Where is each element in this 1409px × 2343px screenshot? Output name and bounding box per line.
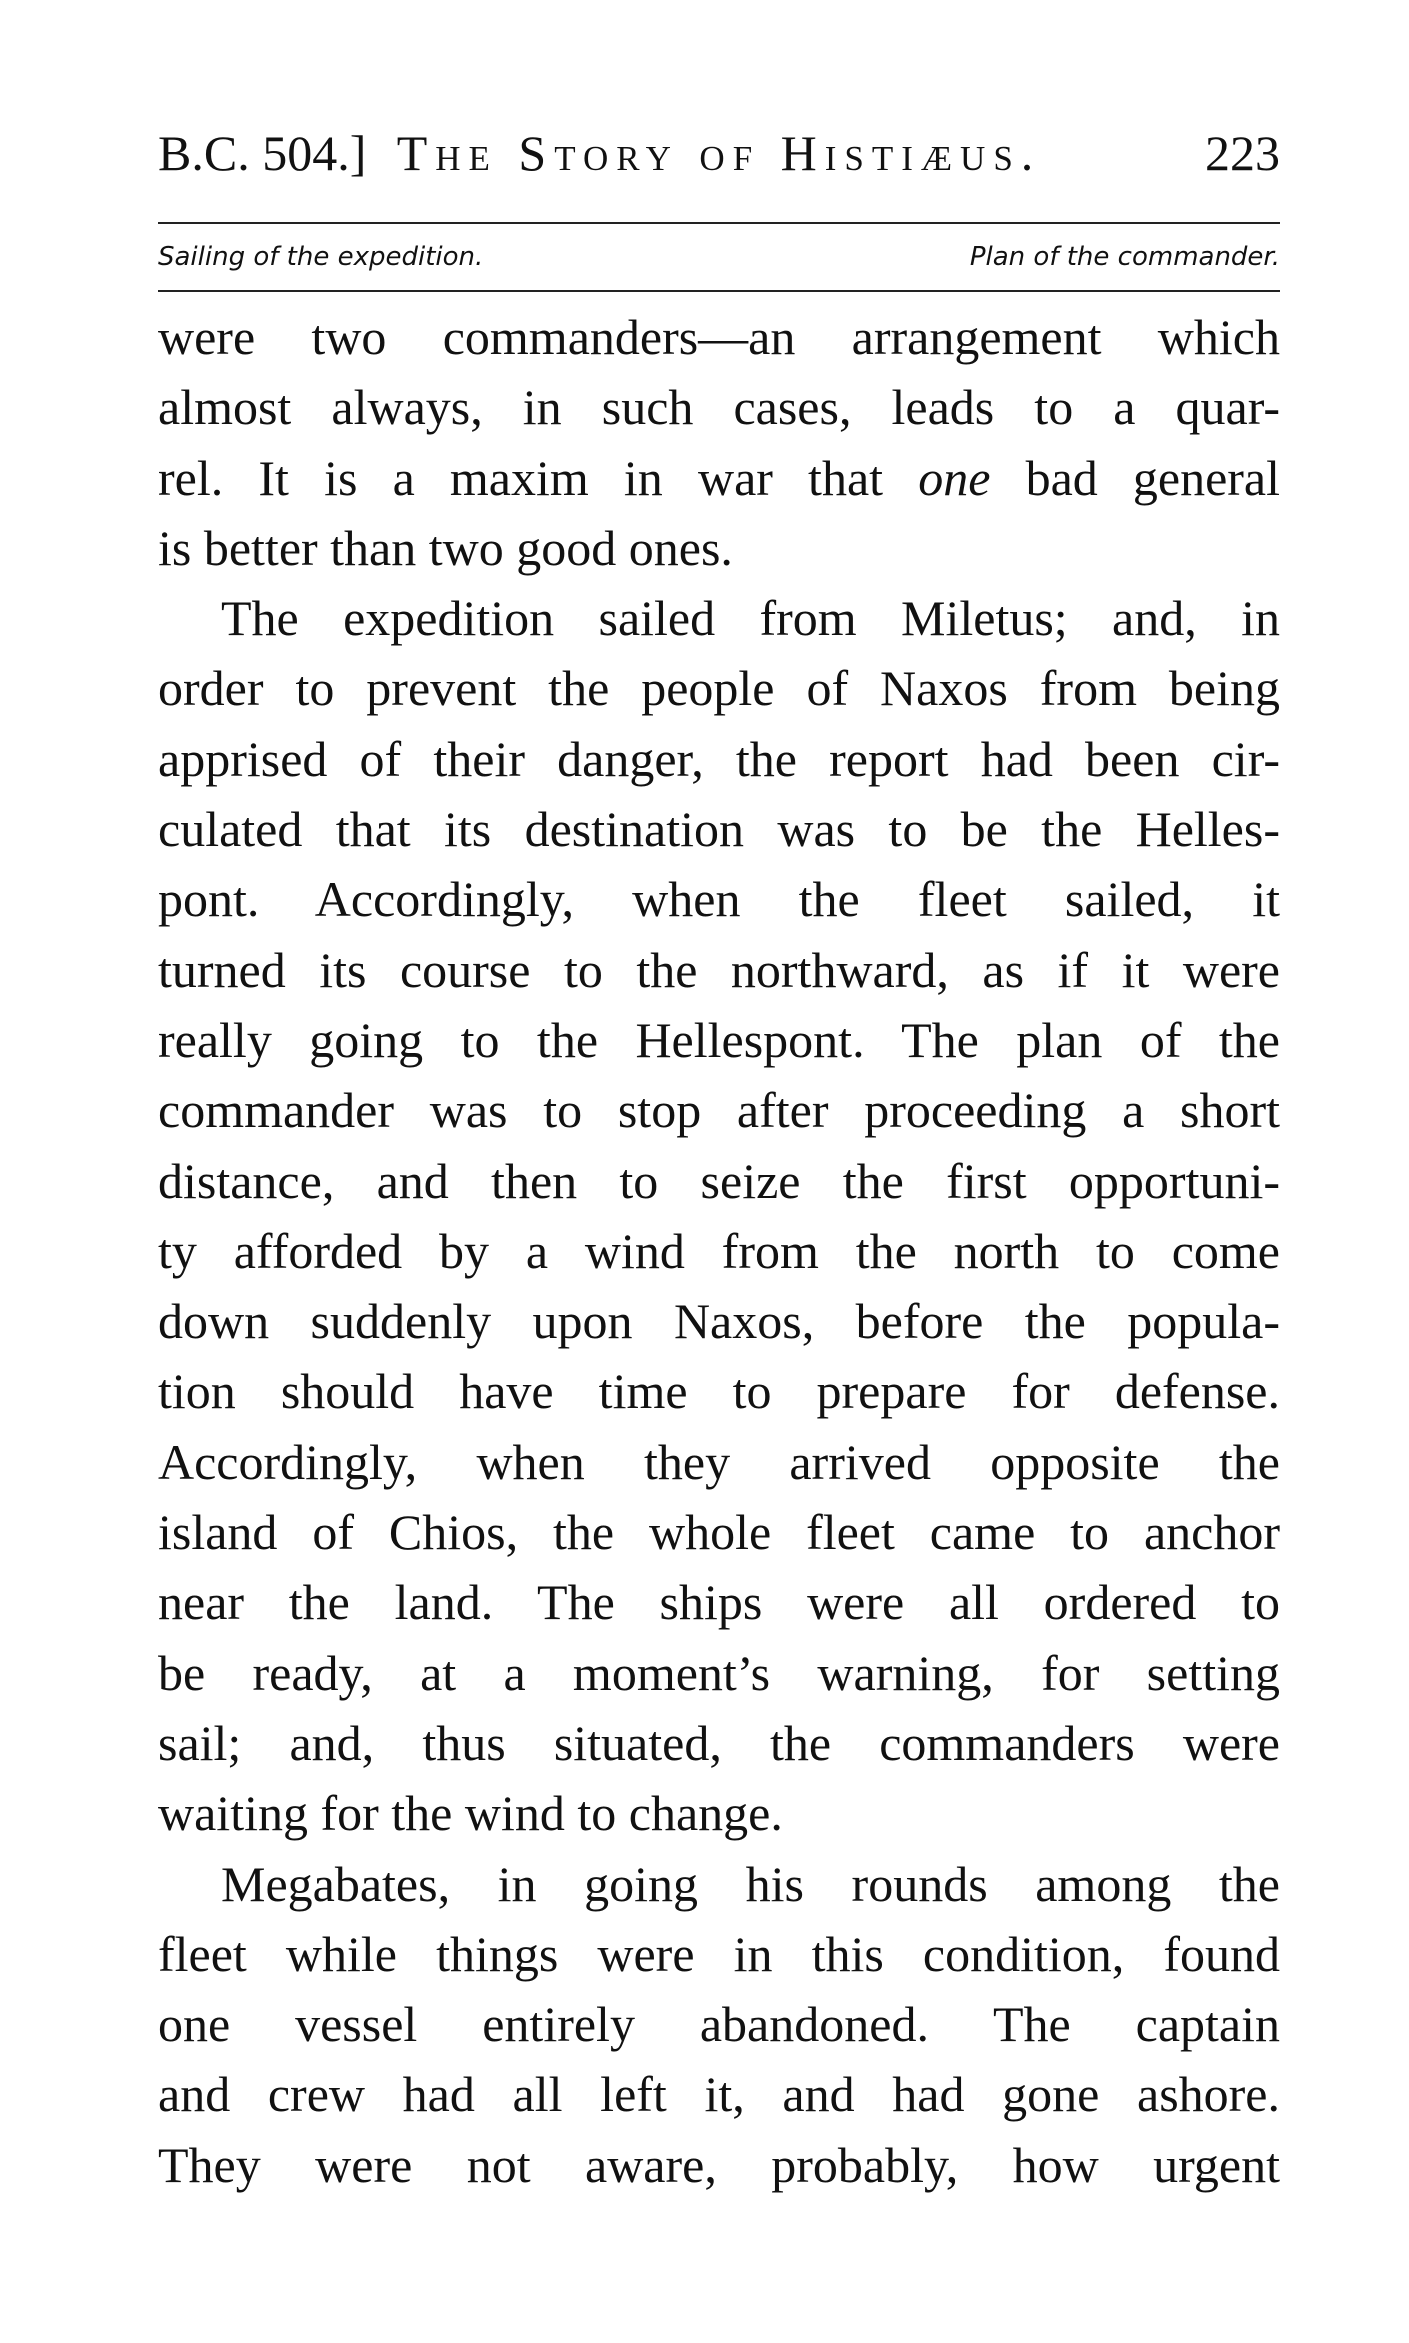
- text-line: They were not aware, probably, how urgent: [158, 2136, 1280, 2193]
- side-heading-left: Sailing of the expedition.: [158, 242, 484, 272]
- text-line: sail; and, thus situated, the commanders were: [158, 1714, 1280, 1771]
- header-rule-top: [158, 222, 1280, 224]
- text-line: apprised of their danger, the report had been cir-: [158, 730, 1280, 787]
- text-line: pont. Accordingly, when the fleet sailed, it: [158, 871, 1280, 928]
- text-line-with-emphasis: [158, 443, 1280, 513]
- text-line: almost always, in such cases, leads to a quar-: [158, 379, 1280, 436]
- page-number: 223: [1205, 125, 1280, 181]
- text-line: island of Chios, the whole fleet came to anchor: [158, 1504, 1280, 1561]
- text-line: were two commanders—an arrangement which: [158, 309, 1280, 365]
- text-line: and crew had all left it, and had gone ashore.: [158, 2066, 1280, 2123]
- paragraph-first-line: The expedition sailed from Miletus; and, in: [221, 590, 1280, 647]
- running-head-title: The Story of Histiæus.: [396, 125, 1042, 181]
- running-head: [158, 118, 1280, 188]
- text-line: commander was to stop after proceeding a short: [158, 1082, 1280, 1139]
- text-line: be ready, at a moment’s warning, for setting: [158, 1644, 1280, 1701]
- text-line: one vessel entirely abandoned. The captain: [158, 1996, 1280, 2053]
- text-line: turned its course to the northward, as if it were: [158, 941, 1280, 998]
- text-segment: bad general: [1025, 449, 1281, 506]
- text-line: down suddenly upon Naxos, before the popula-: [158, 1293, 1280, 1350]
- side-headings: [158, 232, 1280, 282]
- text-line: waiting for the wind to change.: [158, 1785, 783, 1842]
- text-line: order to prevent the people of Naxos from being: [158, 660, 1280, 717]
- text-segment: rel. It is a maxim in war that: [158, 449, 884, 506]
- text-line: culated that its destination was to be the Helles-: [158, 801, 1280, 858]
- text-line: near the land. The ships were all ordered to: [158, 1574, 1280, 1631]
- text-line: tion should have time to prepare for defense.: [158, 1363, 1280, 1420]
- text-line: fleet while things were in this condition, found: [158, 1925, 1280, 1982]
- text-line: ty afforded by a wind from the north to come: [158, 1222, 1280, 1279]
- header-rule-bottom: [158, 290, 1280, 292]
- paragraph-first-line: Megabates, in going his rounds among the: [221, 1855, 1280, 1912]
- body-text: [158, 302, 1280, 2200]
- text-line: distance, and then to seize the first opportuni-: [158, 1152, 1280, 1209]
- emphasized-word: one: [918, 449, 991, 506]
- text-line: Accordingly, when they arrived opposite the: [158, 1433, 1280, 1490]
- text-line: really going to the Hellespont. The plan of the: [158, 1011, 1280, 1068]
- text-line: is better than two good ones.: [158, 519, 733, 576]
- running-head-date: B.C. 504.]: [158, 125, 367, 181]
- side-heading-right: Plan of the commander.: [969, 242, 1280, 272]
